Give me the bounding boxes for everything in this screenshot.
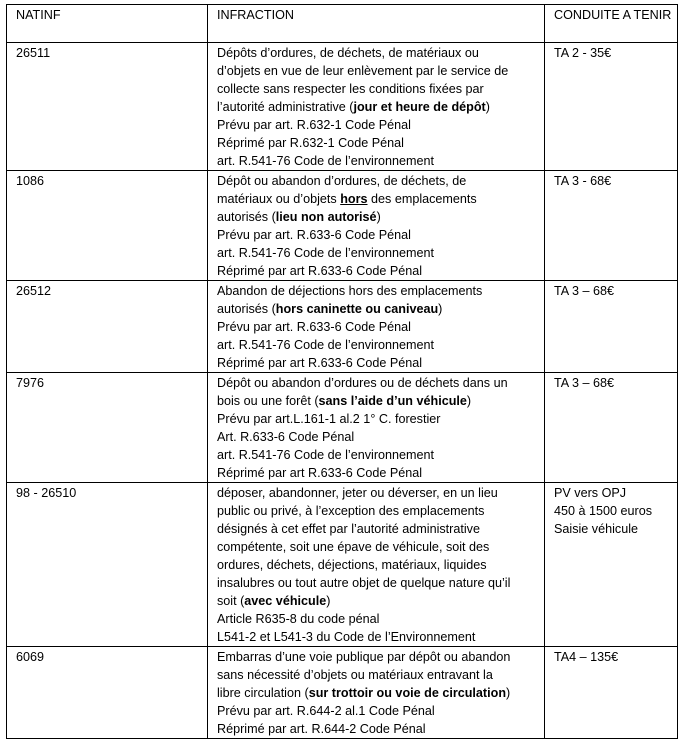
conduite-line: TA4 – 135€	[554, 650, 619, 664]
infraction-text: l’autorité administrative (	[217, 100, 354, 114]
infraction-cell	[208, 483, 545, 647]
infraction-text: Prévu par art.L.161-1 al.2 1° C. forestier	[217, 412, 441, 426]
infraction-text: art. R.541-76 Code de l’environnement	[217, 448, 435, 462]
conduite-cell	[545, 647, 678, 739]
conduite-line: Saisie véhicule	[554, 522, 639, 536]
infraction-text: public ou privé, à l’exception des emplacements	[217, 504, 485, 518]
infraction-line	[217, 592, 539, 610]
conduite-cell	[545, 281, 678, 373]
infraction-cell	[208, 647, 545, 739]
infraction-text: compétente, soit une épave de véhicule, soit des	[217, 540, 490, 554]
infraction-text: Prévu par art. R.633-6 Code Pénal	[217, 320, 411, 334]
infraction-text: autorisés (	[217, 302, 276, 316]
infraction-text: matériaux ou d’objets	[217, 192, 341, 206]
infraction-text: des emplacements	[367, 192, 477, 206]
infraction-line	[217, 208, 539, 226]
infraction-line	[217, 538, 539, 556]
infraction-text: art. R.541-76 Code de l’environnement	[217, 338, 435, 352]
infraction-line	[217, 116, 539, 134]
infraction-line	[217, 282, 539, 300]
infraction-line	[217, 244, 539, 262]
infraction-text: libre circulation (	[217, 686, 309, 700]
infraction-line	[217, 702, 539, 720]
infraction-line	[217, 172, 539, 190]
infraction-line	[217, 502, 539, 520]
infraction-line	[217, 80, 539, 98]
infraction-text: collecte sans respecter les conditions fixées par	[217, 82, 484, 96]
infraction-text: Art. R.633-6 Code Pénal	[217, 430, 355, 444]
infraction-line	[217, 262, 539, 280]
table-row	[7, 171, 678, 281]
conduite-line: TA 3 – 68€	[554, 284, 614, 298]
infraction-text: Réprimé par art R.633-6 Code Pénal	[217, 466, 423, 480]
infraction-line	[217, 62, 539, 80]
table-row	[7, 281, 678, 373]
conduite-cell	[545, 43, 678, 171]
conduite-line: TA 2 - 35€	[554, 46, 612, 60]
infraction-text: Prévu par art. R.632-1 Code Pénal	[217, 118, 411, 132]
infraction-cell	[208, 373, 545, 483]
table-row	[7, 483, 678, 647]
infraction-text: art. R.541-76 Code de l’environnement	[217, 246, 435, 260]
infraction-line	[217, 464, 539, 482]
infraction-text: Prévu par art. R.633-6 Code Pénal	[217, 228, 411, 242]
infraction-line	[217, 152, 539, 170]
infractions-table	[6, 4, 678, 739]
infraction-line	[217, 720, 539, 738]
conduite-line: 450 à 1500 euros	[554, 504, 653, 518]
header-natinf: NATINF	[7, 5, 208, 43]
infraction-text: soit (	[217, 594, 245, 608]
infraction-line	[217, 134, 539, 152]
conduite-line: TA 3 - 68€	[554, 174, 612, 188]
infraction-text: L541-2 et L541-3 du Code de l’Environnement	[217, 630, 476, 644]
emphasis-text: jour et heure de dépôt	[353, 100, 486, 114]
infraction-text: )	[485, 100, 490, 114]
natinf-cell: 26512	[7, 281, 208, 373]
natinf-cell: 98 - 26510	[7, 483, 208, 647]
infraction-text: sans nécessité d’objets ou matériaux entravant la	[217, 668, 493, 682]
emphasis-text: hors	[340, 192, 368, 206]
infraction-text: Dépôt ou abandon d’ordures ou de déchets dans un	[217, 376, 508, 390]
infraction-line	[217, 318, 539, 336]
infraction-line	[217, 300, 539, 318]
emphasis-text: sur trottoir ou voie de circulation	[308, 686, 507, 700]
natinf-cell: 26511	[7, 43, 208, 171]
infraction-line	[217, 190, 539, 208]
natinf-cell: 7976	[7, 373, 208, 483]
table-row	[7, 43, 678, 171]
infraction-line	[217, 410, 539, 428]
infraction-cell	[208, 43, 545, 171]
infraction-line	[217, 446, 539, 464]
infraction-text: ordures, déchets, déjections, matériaux, liquides	[217, 558, 487, 572]
emphasis-text: sans l’aide d’un véhicule	[318, 394, 467, 408]
infraction-line	[217, 556, 539, 574]
infraction-line	[217, 428, 539, 446]
infraction-line	[217, 98, 539, 116]
emphasis-text: hors caninette ou caniveau	[275, 302, 439, 316]
infraction-text: d’objets en vue de leur enlèvement par le service de	[217, 64, 509, 78]
conduite-cell	[545, 171, 678, 281]
infraction-text: )	[438, 302, 443, 316]
infraction-line	[217, 392, 539, 410]
infraction-line	[217, 574, 539, 592]
emphasis-text: lieu non autorisé	[275, 210, 377, 224]
header-infraction: INFRACTION	[208, 5, 545, 43]
infraction-line	[217, 374, 539, 392]
infraction-text: Réprimé par art. R.644-2 Code Pénal	[217, 722, 426, 736]
table-row	[7, 373, 678, 483]
infraction-text: Dépôts d’ordures, de déchets, de matériaux ou	[217, 46, 479, 60]
infraction-line	[217, 648, 539, 666]
conduite-line: PV vers OPJ	[554, 486, 627, 500]
infraction-text: Embarras d’une voie publique par dépôt ou abandon	[217, 650, 511, 664]
conduite-line: TA 3 – 68€	[554, 376, 614, 390]
infraction-text: Réprimé par art R.633-6 Code Pénal	[217, 264, 423, 278]
infraction-line	[217, 666, 539, 684]
infraction-text: )	[466, 394, 472, 408]
infraction-line	[217, 354, 539, 372]
infraction-cell	[208, 171, 545, 281]
infraction-text: désignés à cet effet par l’autorité administrative	[217, 522, 480, 536]
infraction-line	[217, 610, 539, 628]
infraction-cell	[208, 281, 545, 373]
infraction-text: insalubres ou tout autre objet de quelque nature qu’il	[217, 576, 511, 590]
infraction-text: )	[326, 594, 331, 608]
infraction-line	[217, 226, 539, 244]
table-row	[7, 647, 678, 739]
header-conduite: CONDUITE A TENIR	[545, 5, 678, 43]
infraction-text: Abandon de déjections hors des emplacements	[217, 284, 483, 298]
infraction-text: Article R635-8 du code pénal	[217, 612, 380, 626]
infraction-line	[217, 484, 539, 502]
infraction-text: art. R.541-76 Code de l’environnement	[217, 154, 435, 168]
infraction-line	[217, 628, 539, 646]
infraction-line	[217, 44, 539, 62]
infraction-text: Prévu par art. R.644-2 al.1 Code Pénal	[217, 704, 435, 718]
infraction-text: )	[506, 686, 511, 700]
infraction-text: Réprimé par R.632-1 Code Pénal	[217, 136, 404, 150]
emphasis-text: avec véhicule	[244, 594, 327, 608]
infraction-text: )	[376, 210, 381, 224]
infraction-text: bois ou une forêt (	[217, 394, 319, 408]
infraction-text: Dépôt ou abandon d’ordures, de déchets, de	[217, 174, 467, 188]
conduite-cell	[545, 483, 678, 647]
infraction-line	[217, 336, 539, 354]
conduite-cell	[545, 373, 678, 483]
natinf-cell: 1086	[7, 171, 208, 281]
infraction-line	[217, 684, 539, 702]
infraction-text: Réprimé par art R.633-6 Code Pénal	[217, 356, 423, 370]
infraction-line	[217, 520, 539, 538]
natinf-cell: 6069	[7, 647, 208, 739]
table-body	[7, 43, 678, 739]
header-row	[7, 5, 678, 43]
document-page	[6, 4, 678, 739]
infraction-text: déposer, abandonner, jeter ou déverser, en un lieu	[217, 486, 498, 500]
infraction-text: autorisés (	[217, 210, 276, 224]
